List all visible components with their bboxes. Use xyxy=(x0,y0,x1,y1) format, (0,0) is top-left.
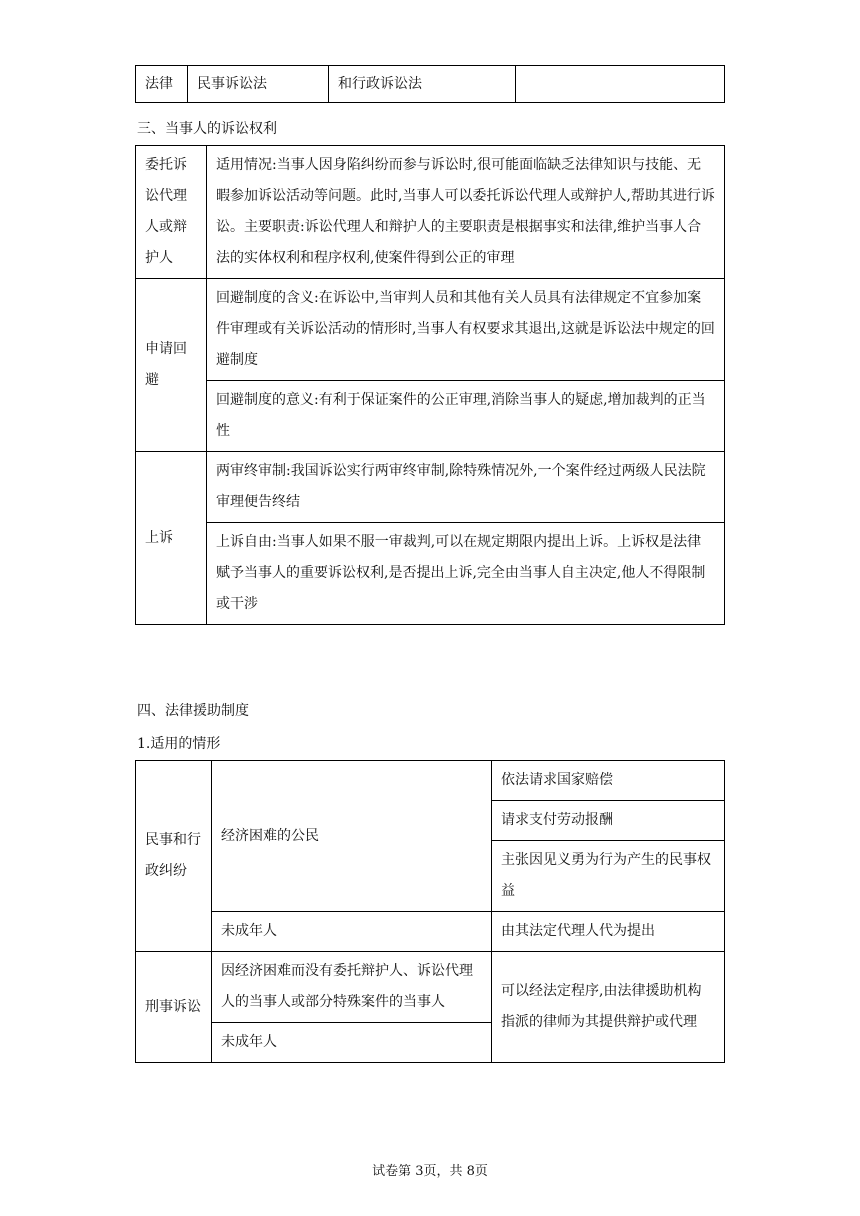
poor-citizen-cell: 经济困难的公民 xyxy=(212,761,492,912)
page-footer: 试卷第 3页，共 8页 xyxy=(372,1164,488,1179)
criminal-minor-cell: 未成年人 xyxy=(212,1023,492,1063)
civil-minor-action: 由其法定代理人代为提出 xyxy=(492,912,725,952)
civil-minor-cell: 未成年人 xyxy=(212,912,492,952)
section-3-heading: 三、当事人的诉讼权利 xyxy=(137,121,277,137)
recusal-meaning: 回避制度的含义:在诉讼中,当审判人员和其他有关人员具有法律规定不宜参加案件审理或有关诉讼活动的情形时,当事人有权要求其退出,这就是诉讼法中规定的回避制度 xyxy=(207,279,725,381)
civil-label: 民事和行政纠纷 xyxy=(136,761,212,952)
delegate-label: 委托诉讼代理人或辩护人 xyxy=(136,146,207,279)
list-item: 主张因见义勇为行为产生的民事权益 xyxy=(492,841,725,912)
section-4-heading: 四、法律援助制度 xyxy=(137,703,249,719)
empty-cell xyxy=(516,66,725,103)
law-table xyxy=(135,65,725,103)
administrative-procedure-law-cell: 和行政诉讼法 xyxy=(329,66,516,103)
section-4-subheading: 1.适用的情形 xyxy=(137,736,221,752)
recusal-significance: 回避制度的意义:有利于保证案件的公正审理,消除当事人的疑虑,增加裁判的正当性 xyxy=(207,381,725,452)
litigation-rights-table xyxy=(135,145,725,625)
two-instance-text: 两审终审制:我国诉讼实行两审终审制,除特殊情况外,一个案件经过两级人民法院审理便告终结 xyxy=(207,452,725,523)
legal-aid-table xyxy=(135,760,725,1063)
criminal-label: 刑事诉讼 xyxy=(136,952,212,1063)
appeal-label: 上诉 xyxy=(136,452,207,625)
delegate-text: 适用情况:当事人因身陷纠纷而参与诉讼时,很可能面临缺乏法律知识与技能、无暇参加诉讼活动等问题。此时,当事人可以委托诉讼代理人或辩护人,帮助其进行诉讼。主要职责:诉讼代理人和辩护人的主要职责是根据事实和法律,维护当事人合法的实体权利和程序权利,使案件得到公正的审理 xyxy=(207,146,725,279)
recusal-label: 申请回避 xyxy=(136,279,207,452)
list-item: 请求支付劳动报酬 xyxy=(492,801,725,841)
appeal-freedom-text: 上诉自由:当事人如果不服一审裁判,可以在规定期限内提出上诉。上诉权是法律赋予当事人的重要诉讼权利,是否提出上诉,完全由当事人自主决定,他人不得限制或干涉 xyxy=(207,523,725,625)
civil-procedure-law-cell: 民事诉讼法 xyxy=(188,66,329,103)
criminal-action: 可以经法定程序,由法律援助机构指派的律师为其提供辩护或代理 xyxy=(492,952,725,1063)
law-cell: 法律 xyxy=(136,66,188,103)
criminal-poor-party-cell: 因经济困难而没有委托辩护人、诉讼代理人的当事人或部分特殊案件的当事人 xyxy=(212,952,492,1023)
list-item: 依法请求国家赔偿 xyxy=(492,761,725,801)
